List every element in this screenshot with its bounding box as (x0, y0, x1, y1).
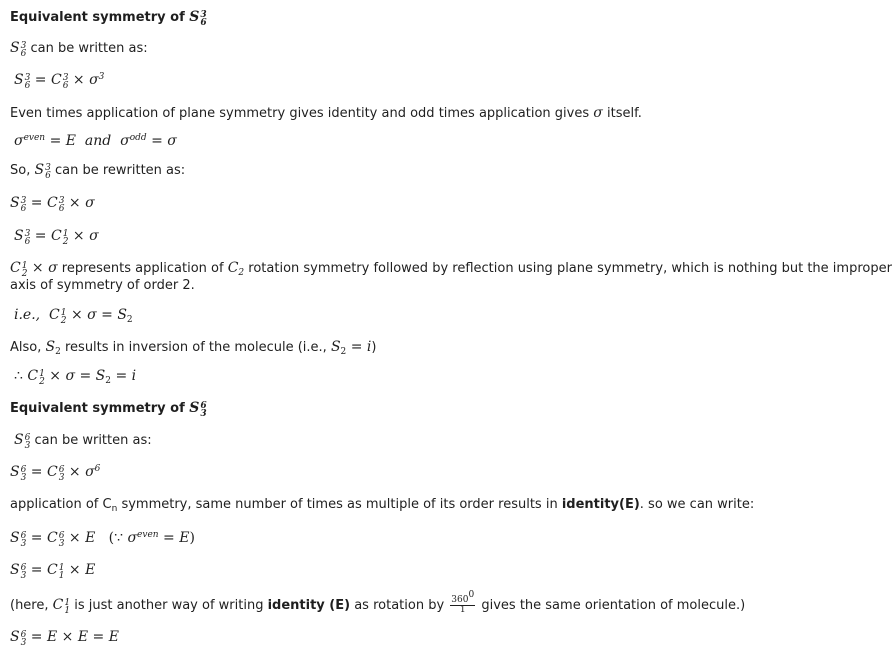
section1-heading (10, 8, 207, 27)
sigma-rule-equation: $\sigma^{even} = E$ and $\sigma^{odd} = \sigma$ (14, 133, 177, 149)
equation-s6-c6-sigma3: S 3 6 = C 3 6 × $\sigma^3$ (14, 72, 105, 91)
equation-s3-c3-E: S 6 3 = C 6 3 × E (∵ $\sigma^{even} = E$) (10, 530, 195, 549)
equation-s6-c2-sigma: S 3 6 = C 1 2 × σ (14, 228, 99, 247)
equation-s3-c1-E: S 6 3 = C 1 1 × E (10, 562, 96, 581)
therefore-equation: ∴ C 1 2 × $\sigma = S_2 = i$ (14, 368, 137, 387)
rotation-fraction: $\frac{360^0}{1}$ (451, 590, 475, 615)
here-identity-note: (here, C 1 1 is just another way of writing identity (E) as rotation by $\frac{360^0}{1}$ gives the same orientation of molecule.) (10, 590, 746, 616)
final-equation: S 6 3 = E × E = E (10, 629, 119, 648)
s6-intro (10, 39, 148, 58)
intro-text: can be written as: (30, 41, 148, 56)
heading-symbol: S 3 6 (189, 9, 207, 28)
s3-intro: S 6 3 can be written as: (14, 432, 152, 451)
c2-explanation-line2: axis of symmetry of order 2. (10, 278, 195, 293)
so-rewritten-text: So, S 3 6 can be rewritten as: (10, 162, 186, 181)
even-odd-text: Even times application of plane symmetry gives identity and odd times application gives σ itself. (10, 105, 642, 121)
c2-explanation-line1: C 1 2 × σ represents application of $C_2$ rotation symmetry followed by reflection using plane symmetry, which is nothing but the improper (10, 260, 892, 279)
section2-heading: Equivalent symmetry of S 6 3 (10, 400, 207, 419)
s6-symbol: S 3 6 (10, 40, 27, 59)
also-inversion-text: Also, $S_2$ results in inversion of the molecule (i.e., $S_2 = i$) (10, 339, 377, 358)
application-text: application of $C_n$ symmetry, same number of times as multiple of its order results in identity(E). so we can write: (10, 497, 755, 515)
ie-equation: i.e., C 1 2 × $\sigma = S_2$ (14, 307, 133, 326)
heading-text: Equivalent symmetry of (10, 10, 185, 25)
equation-s3-c3-sigma6: S 6 3 = C 6 3 × $\sigma^6$ (10, 464, 101, 483)
equation-s6-c6-sigma: S 3 6 = C 3 6 × σ (10, 195, 95, 214)
